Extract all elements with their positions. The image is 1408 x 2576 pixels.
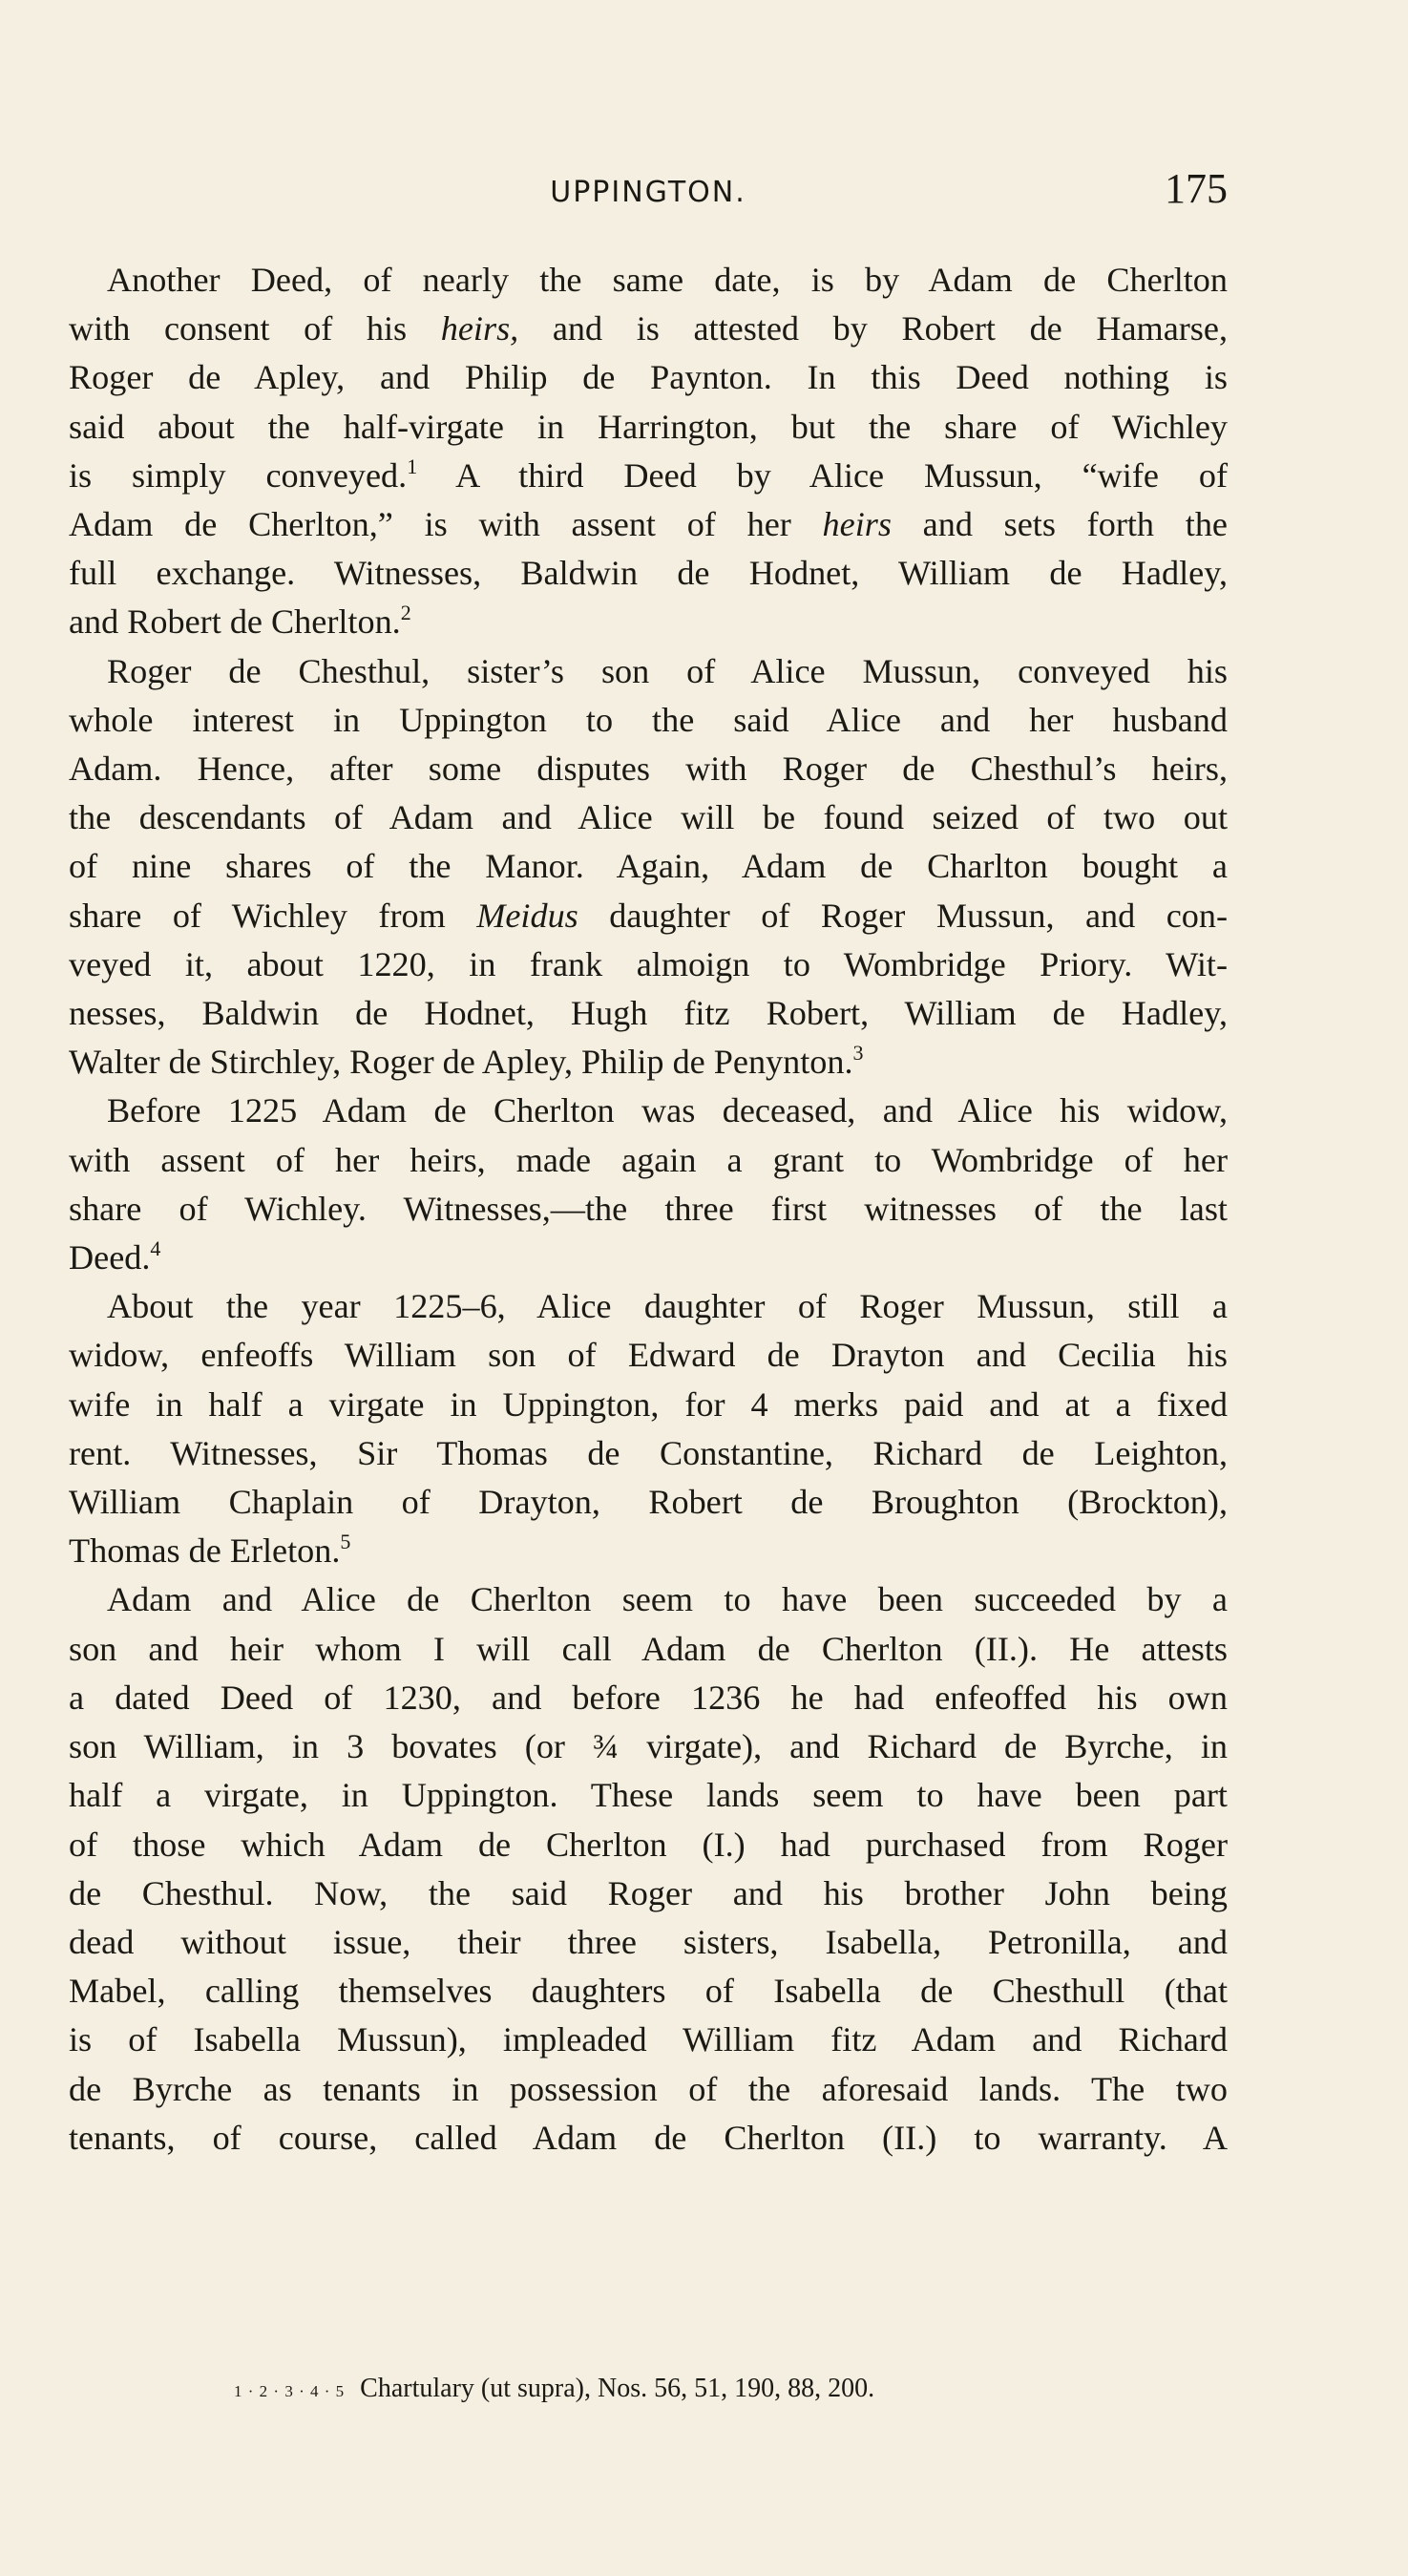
body-text [69, 256, 1228, 2163]
text-line: Roger de Apley, and Philip de Paynton. In this Deed nothing is [69, 358, 1228, 397]
text-line: Adam and Alice de Cherlton seem to have been succeeded by a [107, 1580, 1228, 1619]
text-line: whole interest in Uppington to the said Alice and her husband [69, 700, 1228, 739]
text-line: Mabel, calling themselves daughters of Isabella de Chesthull (that [69, 1972, 1228, 2011]
text-line: a dated Deed of 1230, and before 1236 he had enfeoffed his own [69, 1678, 1228, 1717]
text-line: share of Wichley from Meidus daughter of Roger Mussun, and con- [69, 896, 1229, 935]
text-line: with consent of his heirs, and is attested by Robert de Hamarse, [69, 309, 1228, 348]
text-line: Another Deed, of nearly the same date, is by Adam de Cherlton [107, 261, 1228, 299]
text-line: share of Wichley. Witnesses,—the three first witnesses of the last [69, 1189, 1228, 1228]
text-line: Thomas de Erleton.$^5$ [69, 1530, 351, 1571]
text-line: About the year 1225–6, Alice daughter of Roger Mussun, still a [107, 1287, 1228, 1326]
text-line: Deed.$^4$ [69, 1236, 161, 1277]
text-line: tenants, of course, called Adam de Cherlton (II.) to warranty. A [69, 2118, 1228, 2157]
text-line: Walter de Stirchley, Roger de Apley, Philip de Penynton.$^3$ [69, 1041, 864, 1082]
paragraph [69, 1282, 1228, 1575]
footnote-text: Chartulary (ut supra), Nos. 56, 51, 190, 88, 200. [360, 2374, 875, 2403]
text-line: de Chesthul. Now, the said Roger and his brother John being [69, 1873, 1228, 1912]
text-line: veyed it, about 1220, in frank almoign to Wombridge Priory. Wit- [69, 944, 1228, 983]
page-number: 175 [1165, 165, 1228, 212]
text-line: full exchange. Witnesses, Baldwin de Hodnet, William de Hadley, [69, 554, 1228, 593]
text-line: William Chaplain of Drayton, Robert de Broughton (Brockton), [69, 1483, 1228, 1522]
paragraph [69, 256, 1228, 647]
text-line: said about the half-virgate in Harrington, but the share of Wichley [69, 407, 1228, 446]
text-line: Roger de Chesthul, sister’s son of Alice Mussun, conveyed his [107, 651, 1228, 690]
text-line: son and heir whom I will call Adam de Cherlton (II.). He attests [69, 1629, 1228, 1668]
running-title: UPPINGTON. [550, 176, 746, 209]
paragraph [69, 1575, 1228, 2162]
text-line: of nine shares of the Manor. Again, Adam de Charlton bought a [69, 847, 1228, 886]
footnote-marks: 1 · 2 · 3 · 4 · 5 [234, 2382, 346, 2400]
text-line: with assent of her heirs, made again a grant to Wombridge of her [69, 1140, 1228, 1179]
paragraph [69, 647, 1228, 1087]
text-line: Adam de Cherlton,” is with assent of her heirs and sets forth the [69, 505, 1228, 544]
text-line: Adam. Hence, after some disputes with Roger de Chesthul’s heirs, [69, 750, 1228, 789]
text-line: the descendants of Adam and Alice will be found seized of two out [69, 798, 1228, 837]
text-line: half a virgate, in Uppington. These lands seem to have been part [69, 1776, 1228, 1815]
text-line: widow, enfeoffs William son of Edward de Drayton and Cecilia his [69, 1336, 1228, 1375]
text-line: nesses, Baldwin de Hodnet, Hugh fitz Robert, William de Hadley, [69, 994, 1228, 1033]
paragraph [69, 1087, 1228, 1282]
running-head [69, 164, 1228, 222]
text-line: is simply conveyed.$^1$ A third Deed by Alice Mussun, “wife of [69, 454, 1228, 495]
text-line: and Robert de Cherlton.$^2$ [69, 601, 411, 642]
text-line: is of Isabella Mussun), impleaded William fitz Adam and Richard [69, 2020, 1228, 2059]
footnotes [234, 2374, 874, 2404]
text-line: dead without issue, their three sisters, Isabella, Petronilla, and [69, 1922, 1228, 1961]
text-line: rent. Witnesses, Sir Thomas de Constantine, Richard de Leighton, [69, 1433, 1228, 1472]
text-line: Before 1225 Adam de Cherlton was deceased, and Alice his widow, [107, 1091, 1228, 1130]
text-line: de Byrche as tenants in possession of the aforesaid lands. The two [69, 2069, 1228, 2108]
text-line: son William, in 3 bovates (or ¾ virgate), and Richard de Byrche, in [69, 1727, 1228, 1766]
text-line: of those which Adam de Cherlton (I.) had purchased from Roger [69, 1825, 1228, 1864]
text-line: wife in half a virgate in Uppington, for 4 merks paid and at a fixed [69, 1384, 1228, 1424]
